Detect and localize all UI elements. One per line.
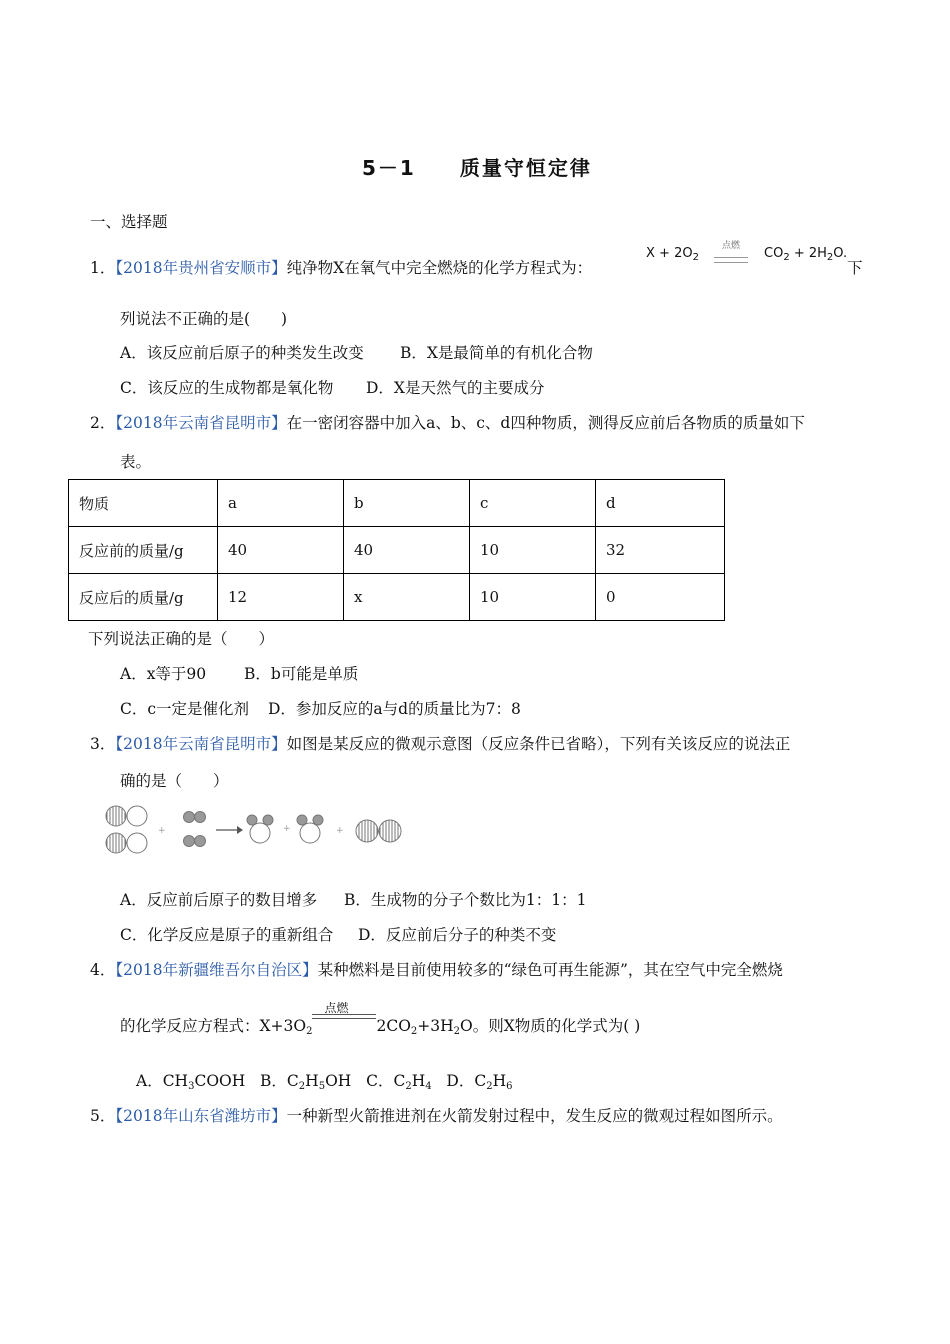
product-molecule-1 (247, 815, 273, 843)
q1-equation-left: $X + 2O_2$ (646, 246, 699, 263)
question-text: 某种燃料是目前使用较多的“绿色可再生能源”，其在空气中完全燃烧 (317, 961, 783, 979)
question-source: 【2018年山东省潍坊市】 (115, 1107, 287, 1125)
q1-equation-line-bottom (714, 262, 748, 263)
q4-option-d: D．$C_2H_6$ (446, 1072, 513, 1092)
table-cell: 40 (218, 527, 344, 574)
table-cell: x (344, 574, 470, 621)
q4-equation-condition: 点燃 (312, 1017, 376, 1031)
question-number: 2． (90, 414, 116, 432)
q1-option-d: D．X是天然气的主要成分 (366, 379, 545, 397)
table-cell: 0 (596, 574, 725, 621)
question-5 (90, 1104, 783, 1126)
q4-option-b: B．$C_2H_5OH$ (260, 1072, 352, 1092)
mass-table (68, 479, 725, 621)
q2-option-d: D．参加反应的a与d的质量比为7：8 (268, 700, 521, 718)
question-number: 1． (90, 259, 116, 277)
plus-sign: + (283, 824, 291, 834)
q2-option-b: B．b可能是单质 (244, 665, 359, 683)
reactant-molecule-1 (106, 806, 147, 826)
table-cell: 32 (596, 527, 725, 574)
q1-option-a: A．该反应前后原子的种类发生改变 (120, 344, 364, 362)
question-number: 5． (90, 1107, 116, 1125)
reaction-microscopic-diagram (100, 800, 412, 860)
table-cell: d (596, 480, 725, 527)
q1-option-b: B．X是最简单的有机化合物 (400, 344, 593, 362)
q3-option-c: C．化学反应是原子的重新组合 (120, 926, 334, 944)
table-cell: c (470, 480, 596, 527)
product-molecule-3 (356, 820, 401, 842)
table-cell: 反应前的质量/g (69, 527, 218, 574)
plus-sign: + (158, 826, 166, 836)
q4-option-a: A．$CH_3COOH$ (136, 1072, 246, 1092)
table-cell: a (218, 480, 344, 527)
question-number: 4． (90, 961, 116, 979)
q2-option-c: C．c一定是催化剂 (120, 700, 250, 718)
q2-prompt: 下列说法正确的是（ ） (88, 630, 275, 648)
q3-option-b: B．生成物的分子个数比为1：1：1 (344, 891, 587, 909)
question-number: 3． (90, 735, 116, 753)
table-row (69, 480, 725, 527)
q3-option-a: A．反应前后原子的数目增多 (120, 891, 318, 909)
question-3 (90, 732, 790, 754)
q1-text-tail: 下 (847, 259, 863, 277)
table-row (69, 574, 725, 621)
page-title: 5－1 质量守恒定律 (362, 156, 592, 180)
table-row (69, 527, 725, 574)
q2-option-a: A．x等于90 (120, 665, 207, 683)
q4-line2: 的化学反应方程式：$X+3O_2$ 点燃 $2CO_2+3H_2O$。则X物质的化学式为( ) (120, 1001, 641, 1037)
reactant-molecule-4 (184, 836, 206, 847)
q4-option-c: C．$C_2H_4$ (366, 1072, 432, 1092)
reactant-molecule-3 (184, 812, 206, 823)
table-cell: 12 (218, 574, 344, 621)
q1-equation-condition: 点燃 (721, 241, 740, 251)
question-source: 【2018年贵州省安顺市】 (115, 259, 287, 277)
table-cell: 10 (470, 574, 596, 621)
question-text: 在一密闭容器中加入a、b、c、d四种物质，测得反应前后各物质的质量如下 (286, 414, 805, 432)
plus-sign: + (336, 826, 344, 836)
q3-option-d: D．反应前后分子的种类不变 (358, 926, 557, 944)
question-2 (90, 411, 805, 433)
question-source: 【2018年云南省昆明市】 (115, 735, 287, 753)
question-text: 一种新型火箭推进剂在火箭发射过程中，发生反应的微观过程如图所示。 (286, 1107, 783, 1125)
question-source: 【2018年云南省昆明市】 (115, 414, 287, 432)
question-1 (90, 256, 592, 278)
q3-line2: 确的是（ ） (120, 772, 229, 790)
reactant-molecule-2 (106, 833, 147, 853)
table-cell: 10 (470, 527, 596, 574)
table-cell: 反应后的质量/g (69, 574, 218, 621)
section-heading: 一、选择题 (90, 213, 168, 231)
question-text: 如图是某反应的微观示意图（反应条件已省略），下列有关该反应的说法正 (286, 735, 791, 753)
table-cell: b (344, 480, 470, 527)
q1-equation-right: $CO_2 + 2H_2O$. (764, 246, 848, 263)
question-4 (90, 958, 783, 980)
table-cell: 40 (344, 527, 470, 574)
question-source: 【2018年新疆维吾尔自治区】 (115, 961, 318, 979)
q4-options (136, 1069, 512, 1092)
q2-line2: 表。 (120, 453, 152, 471)
product-molecule-2 (297, 815, 323, 843)
q1-option-c: C．该反应的生成物都是氧化物 (120, 379, 334, 397)
q1-line2: 列说法不正确的是( ) (120, 310, 288, 328)
reaction-arrow (216, 826, 243, 834)
q1-equation-line-top (714, 257, 748, 258)
question-text: 纯净物X在氧气中完全燃烧的化学方程式为： (286, 259, 593, 277)
table-cell: 物质 (69, 480, 218, 527)
